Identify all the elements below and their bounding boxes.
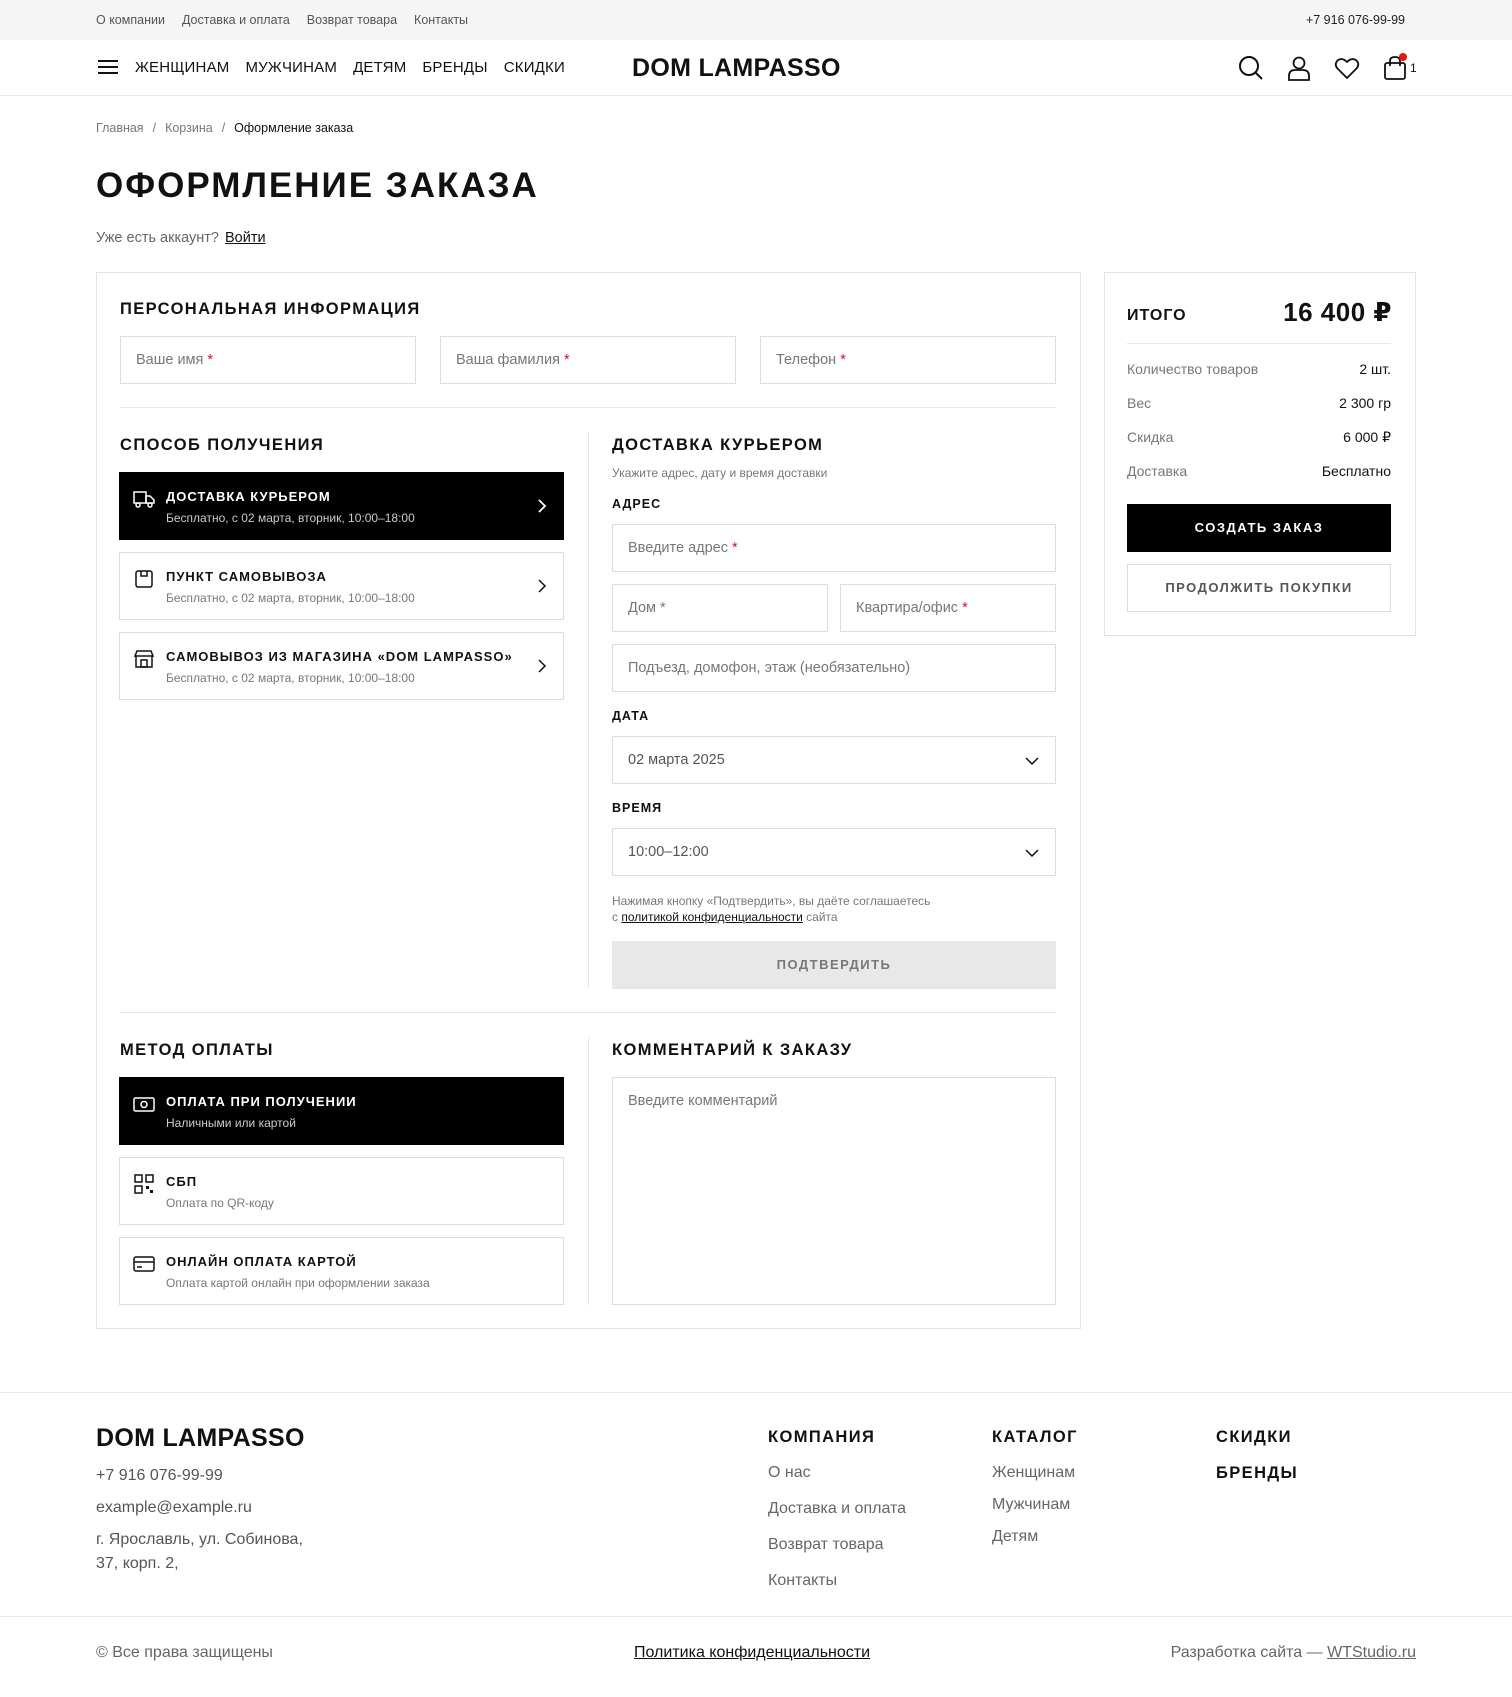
date-label: ДАТА bbox=[612, 709, 650, 723]
apartment-field[interactable]: Квартира/офис * bbox=[840, 584, 1056, 632]
menu-icon[interactable] bbox=[98, 60, 118, 74]
divider bbox=[0, 1392, 1512, 1393]
divider bbox=[1127, 343, 1391, 344]
footer-link-discounts[interactable]: СКИДКИ bbox=[1216, 1428, 1292, 1446]
nav-brands[interactable]: БРЕНДЫ bbox=[422, 59, 488, 76]
receive-method-title: СПОСОБ ПОЛУЧЕНИЯ bbox=[120, 436, 325, 454]
courier-hint: Укажите адрес, дату и время доставки bbox=[612, 466, 828, 480]
card-icon bbox=[133, 1253, 155, 1275]
consent-note: Нажимая кнопку «Подтвердить», вы даёте соглашаетесь с политикой конфиденциальности сайта bbox=[612, 894, 931, 924]
top-link-delivery[interactable]: Доставка и оплата bbox=[181, 13, 290, 27]
footer-link-about[interactable]: О нас bbox=[768, 1464, 811, 1481]
chevron-right-icon bbox=[533, 657, 551, 675]
breadcrumb-home[interactable]: Главная bbox=[96, 121, 144, 135]
summary-total: 16 400 ₽ bbox=[1283, 297, 1392, 327]
continue-shopping-button[interactable]: ПРОДОЛЖИТЬ ПОКУПКИ bbox=[1127, 564, 1391, 612]
chevron-right-icon bbox=[533, 577, 551, 595]
date-select[interactable]: 02 марта 2025 bbox=[612, 736, 1056, 784]
heart-icon[interactable] bbox=[1333, 54, 1361, 82]
personal-info-title: ПЕРСОНАЛЬНАЯ ИНФОРМАЦИЯ bbox=[120, 300, 421, 318]
address-field[interactable]: Введите адрес * bbox=[612, 524, 1056, 572]
main-header bbox=[0, 40, 1512, 96]
house-field[interactable]: Дом * bbox=[612, 584, 828, 632]
entrance-field[interactable]: Подъезд, домофон, этаж (необязательно) bbox=[612, 644, 1056, 692]
summary-row: Доставка Бесплатно bbox=[1127, 463, 1391, 479]
footer-link-delivery[interactable]: Доставка и оплата bbox=[768, 1500, 907, 1517]
top-bar bbox=[0, 0, 1512, 40]
divider bbox=[120, 1012, 1056, 1013]
store-icon bbox=[133, 648, 155, 670]
footer-logo[interactable]: DOM LAMPASSO bbox=[96, 1424, 305, 1452]
top-phone[interactable]: +7 916 076-99-99 bbox=[1305, 13, 1405, 27]
address-label: АДРЕС bbox=[612, 497, 662, 511]
site-logo[interactable]: DOM LAMPASSO bbox=[632, 54, 841, 82]
qr-code-icon bbox=[133, 1173, 155, 1195]
divider bbox=[120, 407, 1056, 408]
create-order-button[interactable]: СОЗДАТЬ ЗАКАЗ bbox=[1127, 504, 1391, 552]
account-question: Уже есть аккаунт? bbox=[96, 230, 219, 246]
chevron-down-icon bbox=[1023, 844, 1041, 862]
footer-link-men[interactable]: Мужчинам bbox=[992, 1496, 1071, 1513]
payment-option-card[interactable]: ОНЛАЙН ОПЛАТА КАРТОЙ Оплата картой онлайн при оформлении заказа bbox=[119, 1237, 564, 1305]
receive-option-store[interactable]: САМОВЫВОЗ ИЗ МАГАЗИНА «DOM LAMPASSO» Бесплатно, с 02 марта, вторник, 10:00–18:00 bbox=[119, 632, 564, 700]
comment-textarea[interactable]: Введите комментарий bbox=[612, 1077, 1056, 1305]
top-links bbox=[96, 13, 468, 27]
breadcrumb-current: Оформление заказа bbox=[234, 121, 354, 135]
confirm-button[interactable]: ПОДТВЕРДИТЬ bbox=[612, 941, 1056, 989]
footer-link-kids[interactable]: Детям bbox=[992, 1528, 1039, 1545]
payment-option-cash[interactable]: ОПЛАТА ПРИ ПОЛУЧЕНИИ Наличными или картой bbox=[119, 1077, 564, 1145]
cash-icon bbox=[133, 1093, 155, 1115]
main-nav bbox=[135, 59, 565, 76]
summary-row: Вес 2 300 гр bbox=[1127, 395, 1391, 411]
footer-privacy-link[interactable]: Политика конфиденциальности bbox=[634, 1644, 871, 1661]
footer-address-line2: 37, корп. 2, bbox=[96, 1555, 179, 1572]
top-link-contacts[interactable]: Контакты bbox=[414, 13, 469, 27]
top-link-about[interactable]: О компании bbox=[96, 13, 165, 27]
receive-option-pickup-point[interactable]: ПУНКТ САМОВЫВОЗА Бесплатно, с 02 марта, вторник, 10:00–18:00 bbox=[119, 552, 564, 620]
summary-title: ИТОГО bbox=[1127, 307, 1187, 324]
chevron-down-icon bbox=[1023, 752, 1041, 770]
footer-email[interactable]: example@example.ru bbox=[96, 1499, 252, 1516]
breadcrumb-cart[interactable]: Корзина bbox=[165, 121, 213, 135]
receive-option-courier[interactable]: ДОСТАВКА КУРЬЕРОМ Бесплатно, с 02 марта, вторник, 10:00–18:00 bbox=[119, 472, 564, 540]
summary-row: Количество товаров 2 шт. bbox=[1127, 361, 1391, 377]
nav-sale[interactable]: СКИДКИ bbox=[503, 59, 565, 76]
chevron-right-icon bbox=[533, 497, 551, 515]
footer-address-line1: г. Ярославль, ул. Собинова, bbox=[96, 1531, 303, 1548]
copyright: © Все права защищены bbox=[96, 1644, 273, 1661]
footer-company-title: КОМПАНИЯ bbox=[768, 1428, 876, 1446]
pickup-point-icon bbox=[133, 568, 155, 590]
nav-kids[interactable]: ДЕТЯМ bbox=[353, 59, 407, 76]
phone-field[interactable]: Телефон * bbox=[760, 336, 1056, 384]
page-title: ОФОРМЛЕНИЕ ЗАКАЗА bbox=[96, 166, 539, 205]
login-link[interactable]: Войти bbox=[225, 230, 266, 246]
footer-link-women[interactable]: Женщинам bbox=[992, 1464, 1076, 1481]
nav-women[interactable]: ЖЕНЩИНАМ bbox=[135, 59, 230, 76]
time-label: ВРЕМЯ bbox=[612, 801, 663, 815]
divider bbox=[588, 1037, 589, 1305]
developer-link[interactable]: WTStudio.ru bbox=[1327, 1644, 1416, 1661]
developer-credit: Разработка сайта — WTStudio.ru bbox=[1170, 1644, 1416, 1661]
footer-phone[interactable]: +7 916 076-99-99 bbox=[96, 1467, 223, 1484]
summary-row: Скидка 6 000 ₽ bbox=[1127, 429, 1391, 445]
divider bbox=[0, 1616, 1512, 1617]
divider bbox=[588, 432, 589, 988]
nav-men[interactable]: МУЖЧИНАМ bbox=[245, 59, 338, 76]
search-icon[interactable] bbox=[1237, 54, 1265, 82]
privacy-policy-link[interactable]: политикой конфиденциальности bbox=[621, 910, 803, 924]
footer-link-brands[interactable]: БРЕНДЫ bbox=[1216, 1464, 1299, 1482]
courier-title: ДОСТАВКА КУРЬЕРОМ bbox=[612, 436, 824, 454]
cart-badge bbox=[1399, 53, 1407, 61]
cart-count: 1 bbox=[1410, 61, 1417, 75]
account-prompt bbox=[96, 230, 266, 246]
breadcrumb: Главная / Корзина / Оформление заказа bbox=[96, 121, 354, 135]
payment-option-sbp[interactable]: СБП Оплата по QR-коду bbox=[119, 1157, 564, 1225]
first-name-field[interactable]: Ваше имя * bbox=[120, 336, 416, 384]
last-name-field[interactable]: Ваша фамилия * bbox=[440, 336, 736, 384]
time-select[interactable]: 10:00–12:00 bbox=[612, 828, 1056, 876]
footer-link-returns[interactable]: Возврат товара bbox=[768, 1536, 884, 1553]
comment-title: КОММЕНТАРИЙ К ЗАКАЗУ bbox=[612, 1041, 853, 1059]
truck-icon bbox=[133, 488, 155, 510]
payment-method-title: МЕТОД ОПЛАТЫ bbox=[120, 1041, 274, 1059]
footer-link-contacts[interactable]: Контакты bbox=[768, 1572, 838, 1589]
top-link-returns[interactable]: Возврат товара bbox=[306, 13, 398, 27]
footer-catalog-title: КАТАЛОГ bbox=[992, 1428, 1078, 1446]
user-icon[interactable] bbox=[1285, 54, 1313, 82]
